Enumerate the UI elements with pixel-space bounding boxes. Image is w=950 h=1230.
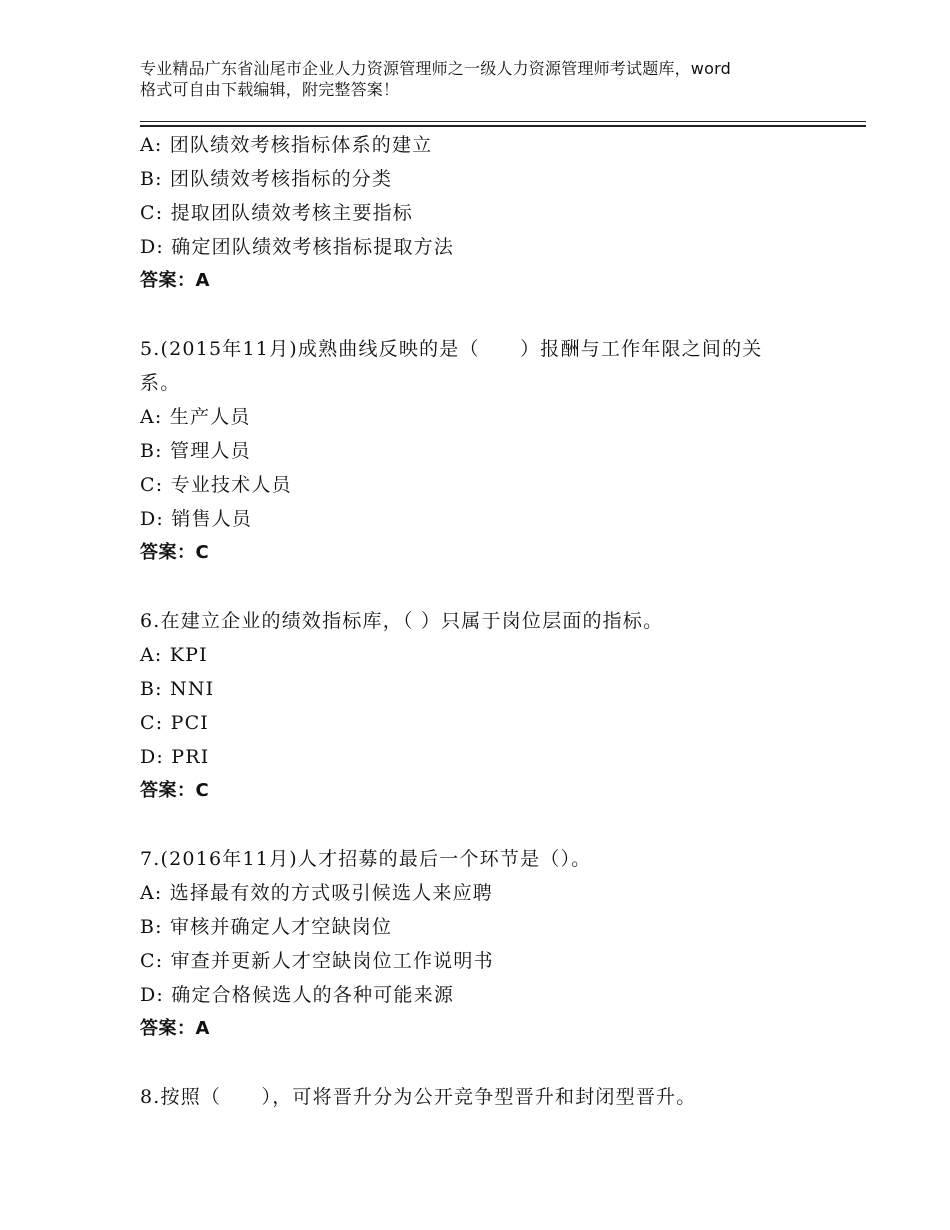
header-divider-thick — [140, 125, 866, 127]
option-a: A: 生产人员 — [140, 406, 251, 428]
question-stem: 6.在建立企业的绩效指标库，（ ）只属于岗位层面的指标。 — [140, 610, 664, 632]
option-d: D: 销售人员 — [140, 508, 253, 530]
option-b: B: NNI — [140, 678, 215, 700]
spacer — [140, 570, 820, 604]
header-divider-thin — [140, 121, 866, 122]
spacer — [140, 808, 820, 842]
question-stem-line-1: 5.(2015年11月)成熟曲线反映的是（ ）报酬与工作年限之间的关 — [140, 338, 763, 360]
spacer — [140, 298, 820, 332]
option-a: A: KPI — [140, 644, 208, 666]
option-d: D: PRI — [140, 746, 210, 768]
header-title-line-2: 格式可自由下载编辑，附完整答案！ — [140, 80, 400, 99]
option-c: C: 审查并更新人才空缺岗位工作说明书 — [140, 950, 494, 972]
option-b: B: 管理人员 — [140, 440, 251, 462]
option-c: C: PCI — [140, 712, 210, 734]
option-d: D: 确定团队绩效考核指标提取方法 — [140, 236, 455, 258]
question-4 — [140, 128, 820, 298]
question-7 — [140, 842, 820, 1046]
option-a: A: 团队绩效考核指标体系的建立 — [140, 134, 433, 156]
spacer — [140, 1046, 820, 1080]
header-title-line-1: 专业精品广东省汕尾市企业人力资源管理师之一级人力资源管理师考试题库，word — [140, 59, 731, 78]
answer: 答案：C — [140, 542, 210, 563]
option-a: A: 选择最有效的方式吸引候选人来应聘 — [140, 882, 493, 904]
answer: 答案：C — [140, 780, 210, 801]
question-5 — [140, 332, 820, 570]
option-b: B: 团队绩效考核指标的分类 — [140, 168, 393, 190]
question-stem: 7.(2016年11月)人才招募的最后一个环节是（）。 — [140, 848, 592, 870]
answer: 答案：A — [140, 270, 210, 291]
question-stem-line-2: 系。 — [140, 372, 181, 394]
question-6 — [140, 604, 820, 808]
option-c: C: 提取团队绩效考核主要指标 — [140, 202, 413, 224]
question-stem: 8.按照（ ），可将晋升分为公开竞争型晋升和封闭型晋升。 — [140, 1086, 697, 1108]
question-list — [140, 128, 820, 1114]
document-header — [140, 58, 830, 100]
option-b: B: 审核并确定人才空缺岗位 — [140, 916, 393, 938]
option-c: C: 专业技术人员 — [140, 474, 292, 496]
answer: 答案：A — [140, 1018, 210, 1039]
option-d: D: 确定合格候选人的各种可能来源 — [140, 984, 455, 1006]
question-8 — [140, 1080, 820, 1114]
